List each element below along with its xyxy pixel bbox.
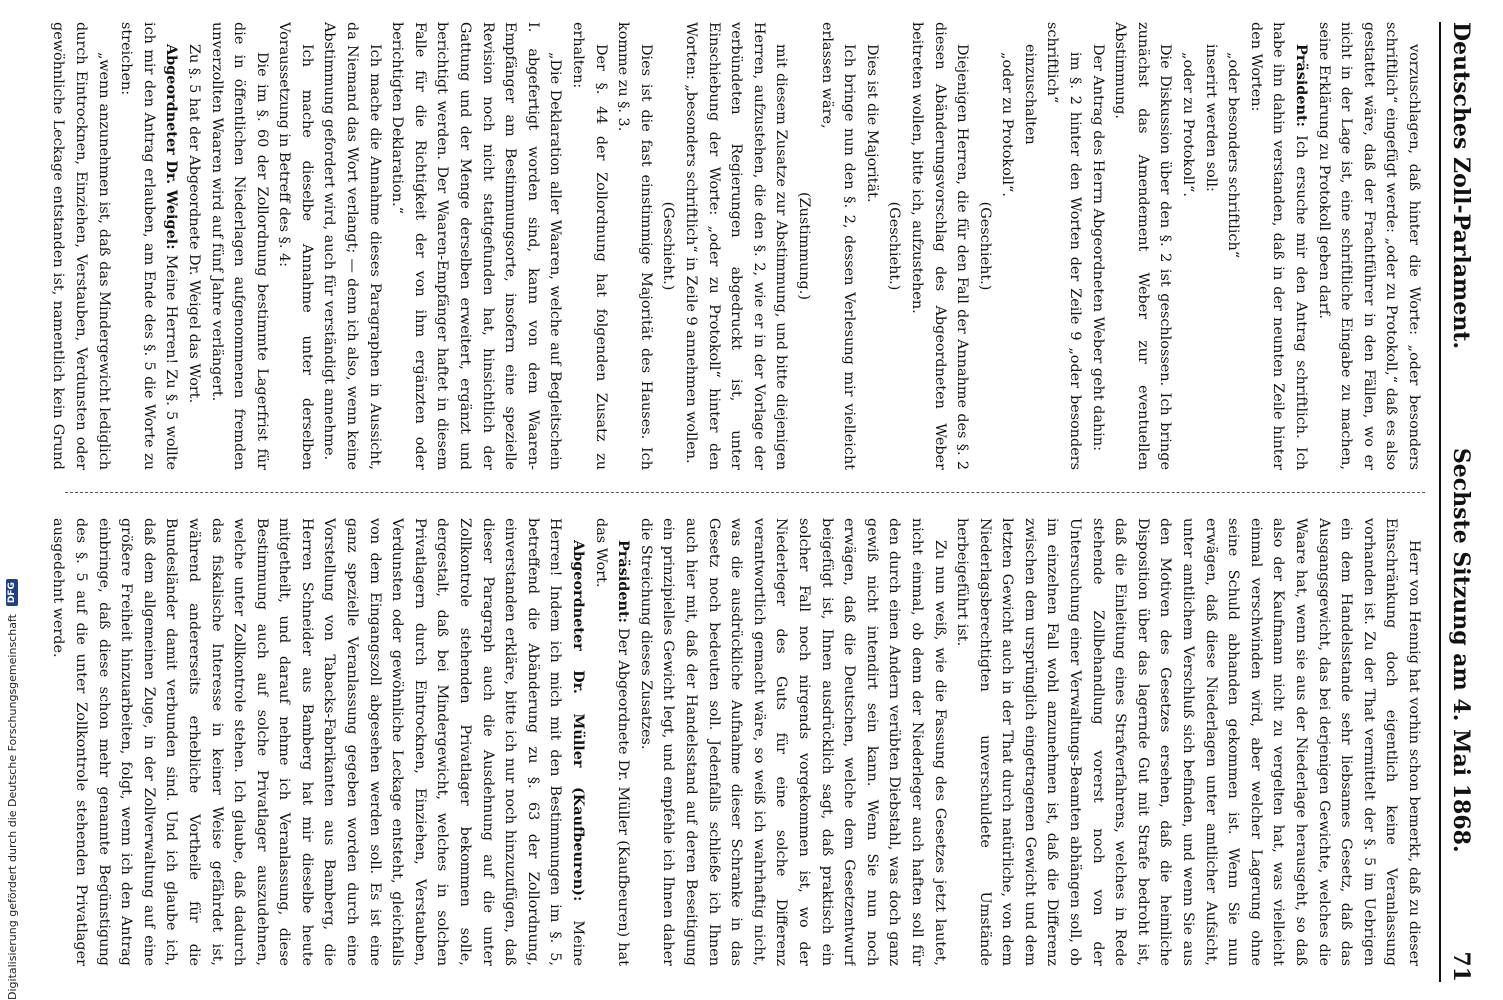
quoted-text: „wenn anzunehmen ist, daß das Mindergewicht lediglich durch Eintrocknen, Einziehen, Verstauben, Verdunsten oder gewöhnliche Leckage entstanden ist, namentlich kein Grund bbox=[50, 22, 112, 470]
body-paragraph: Herr von Hennig hat vorhin schon bemerkt, daß zu dieser Einschränkung doch eigentlich keine Veranlassung vorhanden ist. Zu der That vermittelt der §. 5 im Uebrigen ein dem Handelsstande sehr liebsames Gesetz, daß das Ausgangsgewicht, das bei derjenigen Gewichte, welches die Waare hat, wenn sie aus der Niederlage herausgeht, so daß also der Kaufmann nicht zu vergelten hat, was vielleicht einmal verschwinden wird, aber welcher Lagerung ohne seine Schuld abhanden gekommen ist. Wenn Sie nun erwägen, daß diese Niederlagen unter amtlicher Aufsicht, unter amtlichem Verschluß sich befinden, und wenn Sie aus den Motiven des Gesetzes ersehen, daß die heimliche Disposition über das lagernde Gut mit Strafe bedroht ist, daß die Einleitung eines Strafverfahrens, welches in Rede stehende Zollbehandlung vorerst noch von der Untersuchung einer Verwaltungs-Beamten abhängen soll, ob im einzelnen Fall wohl anzunehmen ist, daß die Differenz zwischen dem ursprünglich eingetragenen Gewicht und dem letzten Gewicht auch in der That durch natürliche, von dem Niederlagsberechtigten unverschuldete Umstände herbeigeführt ist. bbox=[954, 518, 1422, 966]
speech-paragraph bbox=[589, 518, 634, 966]
quoted-text: „oder besonders schriftlich“ bbox=[1225, 52, 1242, 259]
body-paragraph: inserirt werden soll: bbox=[1202, 44, 1219, 192]
session-title: Sechste Sitzung am 4. Mai 1868. bbox=[1448, 447, 1474, 853]
speech-text: Meine Herren! Zu §. 5 wollte ich mir den Antrag erlauben, am Ende des §. 5 die Worte zu streichen: bbox=[118, 22, 180, 470]
quoted-text: im §. 2 hinter den Worten der Zeile 9 „oder besonders schriftlich“ bbox=[1044, 22, 1084, 470]
body-paragraph: Zu nun weiß, wie die Fassung des Gesetzes jetzt lautet, nicht einmal, ob denn der Niederleger auch haften soll für den durch einen Andern verübten Diebstahl, was doch ganz gewiß nicht intendirt sein kann. Wenn Sie nun noch erwägen, daß die Deutschen, welche dem Gesetzentwurf beigefügt ist, Ihnen ausdrücklich sagt, daß praktisch ein solcher Fall noch nirgends vorgekommen ist, wo der Niederleger des Guts für eine solche Differenz verantwortlich gemacht wäre, so weiß ich wahrhaftig nicht, was die ausdrückliche Aufnahme dieser Schranke in das Gesetz noch bedeuten soll. Jedenfalls schließe ich Ihnen auch hier mit, daß der Handelsstand auf deren Beseitigung ein prinzipielles Gewicht legt, und empfehle ich Ihnen daher die Streichung dieses Zusatzes. bbox=[637, 518, 948, 966]
speech-paragraph bbox=[47, 518, 589, 966]
page-header bbox=[1439, 22, 1481, 982]
right-column bbox=[45, 518, 1425, 966]
body-paragraph: vorzuschlagen, daß hinter die Worte: „oder besonders schriftlich“ eingefügt werde: „oder zu Protokoll,“ daß es also gestattet wäre, daß der Frachtführer in den Fällen, wo er nicht in der Lage ist, eine schriftliche Eingabe zu machen, seine Erklärung zu Protokoll geben darf. bbox=[1315, 22, 1422, 470]
quoted-text: „oder zu Protokoll“. bbox=[1180, 52, 1197, 197]
body-paragraph: Ich mache die Annahme dieses Paragraphen in Aussicht, da Niemand das Wort verlangt; — denn ich also, wenn keine Abstimmung gefordert wird, auch für verständigt annehme. bbox=[321, 22, 383, 470]
body-paragraph: Die Diskussion über den §. 2 ist geschlossen. Ich bringe zunächst das Amendement Weber zur eventuellen Abstimmung. bbox=[1112, 22, 1174, 470]
speech-paragraph bbox=[1244, 22, 1312, 470]
speech-text: Ich ersuche mir den Antrag schriftlich. Ich habe ihn dahin verstanden, daß in der neunten Zeile hinter den Worten: bbox=[1247, 22, 1310, 470]
speaker-name: Präsident: bbox=[615, 540, 633, 623]
stage-note: (Geschieht.) bbox=[976, 201, 993, 291]
left-column bbox=[45, 22, 1425, 470]
journal-title: Deutsches Zoll-Parlament. bbox=[1448, 22, 1474, 350]
speech-paragraph bbox=[115, 22, 183, 470]
quoted-text: Die im §. 60 der Zollordnung bestimmte Lagerfrist für die in öffentlichen Niederlagen aufgenommenen fremden unverzollten Waaren wird auf fünf Jahre verlängert. bbox=[208, 22, 270, 470]
stage-note: (Geschieht.) bbox=[886, 201, 903, 291]
page-number: 71 bbox=[1448, 951, 1474, 982]
speech-text: Der Abgeordnete Dr. Müller (Kaufbeuren) hat das Wort. bbox=[592, 518, 632, 966]
dfg-logo: DFG bbox=[6, 579, 18, 606]
speaker-name: Präsident: bbox=[1293, 44, 1311, 127]
body-paragraph: Der Antrag des Herrn Abgeordneten Weber geht dahin: bbox=[1089, 44, 1106, 452]
speech-paragraph bbox=[45, 518, 47, 966]
body-paragraph: Dies ist die fast einstimmige Majorität des Hauses. Ich komme zu §. 3. bbox=[615, 22, 654, 470]
speech-text: Meine Herren! Indem ich mich mit den Bestimmungen im §. 5, betreffend die Abänderung zu §. 63 der Zollordnung, einverstanden erkläre, bitte ich nur noch hinzuzufügen, daß dieser Paragraph auch die Ausdehnung auf die unter Zollkontrole stehenden Privatlager bekommen solle, dergestalt, daß bei Mindergewicht, welches in solchen Privatlagern durch Eintrocknen, Einziehen, Verstauben, Verdunsten oder gewöhnliche Leckage entsteht, gleichfalls von dem Eingangszoll abgesehen werden soll. Es ist eine ganz spezielle Veranlassung gegeben worden durch eine Vorstellung von Tabacks-Fabrikanten aus Bamberg, die Herren Schneider aus Bamberg hat mir dieselbe heute mitgetheilt, und darauf nehme ich Veranlassung, diese Bestimmung auch auf solche Privatlager auszudehnen, welche unter Zollkontrole stehen. Ich glaube, daß dadurch das fiskalische Interesse in keiner Weise gefährdet ist, während andererseits erhebliche Vortheile für die Bundesländer damit verbunden sind. Und ich glaube ich, daß dem allgemeinen Zuge, in der Zollverwaltung auf eine größere Freiheit hinzuarbeiten, folgt, wenn ich den Antrag einbringe, daß diese schon mehr genannte Begünstigung des §. 5 auf die unter Zollkontrole stehenden Privatlager ausgedehnt werde. bbox=[50, 518, 587, 966]
stage-note: (Zustimmung.) bbox=[795, 192, 812, 300]
body-paragraph: einzuschalten bbox=[1021, 44, 1038, 145]
quoted-text: „oder zu Protokoll“. bbox=[999, 52, 1016, 197]
body-paragraph: Dies ist die Majorität. bbox=[863, 44, 880, 203]
column-divider bbox=[65, 492, 1425, 493]
body-paragraph: Diejenigen Herren, die für den Fall der Annahme des §. 2 diesen Abänderungsvorschlag des Abgeordneten Weber beitreten wollen, bitte ich, aufzustehen. bbox=[908, 22, 971, 470]
body-paragraph: Zu §. 5 hat der Abgeordnete Dr. Weigel das Wort. bbox=[185, 44, 202, 404]
body-paragraph: Ich mache dieselbe Annahme unter derselben Voraussetzung in Betreff des §. 4: bbox=[276, 22, 315, 470]
body-paragraph: mit diesem Zusatze zur Abstimmung, und bitte diejenigen Herren, aufzustehen, die den §. 2, wie er in der Vorlage der verbündeten Regierungen abgedruckt ist, unter Einschiebung der Worte: „oder zu Protokoll“ hinter den Worten: „besonders schriftlich“ in Zeile 9 annehmen wollen. bbox=[683, 22, 790, 470]
speaker-name: Abgeordneter Dr. Weigel: bbox=[163, 44, 181, 250]
speaker-name: Abgeordneter Dr. Müller (Kaufbeuren): bbox=[570, 540, 588, 902]
stage-note: (Geschieht.) bbox=[660, 201, 677, 291]
body-paragraph: Der §. 44 der Zollordnung hat folgenden Zusatz zu erhalten: bbox=[570, 22, 609, 470]
credit-text: Digitalisierung gefördert durch die Deutsche Forschungsgemeinschaft bbox=[5, 614, 19, 1000]
quoted-text: „Die Deklaration aller Waaren, welche auf Begleitschein I. abgefertigt worden sind, kann von dem Waaren-Empfänger am Bestimmungsorte, insofern eine spezielle Revision noch nicht stattgefunden hat, hinsichtlich der Gattung und der Menge derselben erweitert, ergänzt und berichtigt werden. Der Waaren-Empfänger haftet in diesem Falle für die Richtigkeit der von ihm ergänzten oder berichtigten Deklaration.“ bbox=[389, 22, 564, 470]
digitization-credit bbox=[2, 0, 22, 1000]
body-paragraph: Ich bringe nun den §. 2, dessen Verlesung mir vielleicht erlassen wäre, bbox=[818, 22, 858, 470]
